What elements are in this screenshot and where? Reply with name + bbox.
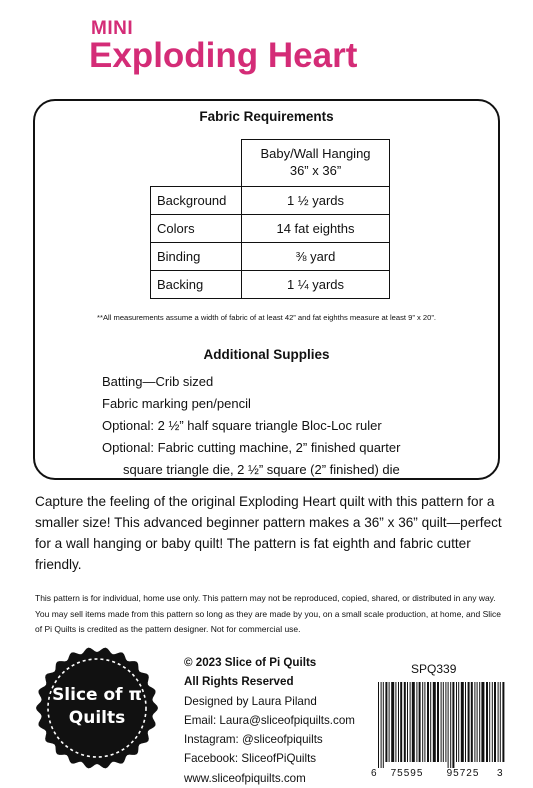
barcode-bar	[400, 682, 402, 762]
barcode-bar	[419, 682, 421, 762]
barcode-bar	[404, 682, 406, 762]
row-value: 1 ¼ yards	[242, 271, 390, 299]
measurement-footnote: **All measurements assume a width of fabric of at least 42” and fat eighths measure at least 9” x 20”.	[97, 313, 436, 322]
barcode-bar	[441, 682, 442, 762]
barcode-digit-first: 6	[371, 768, 377, 779]
barcode-bar	[391, 682, 394, 762]
list-item: Optional: 2 ½” half square triangle Bloc-Loc ruler	[102, 418, 382, 433]
barcode-bar	[489, 682, 490, 762]
list-item: Fabric marking pen/pencil	[102, 396, 251, 411]
barcode-bar	[477, 682, 478, 762]
barcode-bar	[395, 682, 396, 762]
barcode-bar	[389, 682, 390, 762]
barcode-bar	[448, 682, 449, 768]
legal-notice: This pattern is for individual, home use only. This pattern may not be reproduced, copied, shared, or distributed in any way. You may sell items made from this pattern so long as they are made by you, on a small scale production, at home, and Slice of Pi Quilts is credited as the pattern designer. Not for commercial use.	[35, 593, 502, 634]
barcode-bar	[381, 682, 382, 768]
column-header-line2: 36” x 36”	[289, 163, 342, 178]
row-label: Binding	[151, 243, 242, 271]
copyright-line: © 2023 Slice of Pi Quilts	[184, 656, 317, 669]
barcode-bar	[424, 682, 425, 762]
barcode-digits-right: 95725	[446, 768, 480, 779]
barcode-bar	[474, 682, 475, 762]
fabric-requirements-heading: Fabric Requirements	[199, 109, 334, 124]
title-exploding-heart: Exploding Heart	[89, 36, 358, 75]
table-row	[151, 215, 390, 243]
website-line: www.sliceofpiquilts.com	[184, 771, 306, 785]
barcode-bar	[492, 682, 493, 762]
row-value: ⅜ yard	[242, 243, 390, 271]
barcode-bar	[427, 682, 429, 762]
list-item: square triangle die, 2 ½” square (2” finished) die	[123, 462, 400, 477]
row-label: Background	[151, 187, 242, 215]
barcode-digit-last: 3	[497, 768, 503, 779]
list-item: Optional: Fabric cutting machine, 2” finished quarter	[102, 440, 401, 455]
barcode-bar	[437, 682, 439, 762]
email-line: Email: Laura@sliceofpiquilts.com	[184, 713, 355, 727]
row-value: 1 ½ yards	[242, 187, 390, 215]
row-label: Colors	[151, 215, 242, 243]
sku-label: SPQ339	[411, 662, 457, 676]
barcode-bar	[481, 682, 484, 762]
barcode-bar	[443, 682, 444, 762]
barcode-bar	[416, 682, 417, 762]
fabric-table-column-header	[242, 140, 390, 187]
barcode-bar	[445, 682, 446, 762]
barcode-bar	[422, 682, 423, 762]
list-item: Batting—Crib sized	[102, 374, 214, 389]
barcode-bar	[486, 682, 488, 762]
table-row	[151, 187, 390, 215]
credits-block	[184, 653, 355, 788]
barcode	[369, 682, 505, 779]
barcode-bar	[471, 682, 473, 762]
column-header-line1: Baby/Wall Hanging	[260, 146, 371, 162]
barcode-bar	[383, 682, 384, 768]
slice-of-pi-logo	[35, 646, 159, 770]
table-row	[151, 271, 390, 299]
barcode-bar	[502, 682, 504, 762]
rights-line: All Rights Reserved	[184, 675, 294, 689]
barcode-bar	[498, 682, 499, 762]
barcode-bar	[465, 682, 466, 762]
table-row	[151, 243, 390, 271]
barcode-bar	[452, 682, 454, 768]
fabric-table-corner	[151, 140, 242, 187]
barcode-bar	[398, 682, 399, 762]
barcode-bar	[385, 682, 387, 762]
logo-line2: Quilts	[68, 708, 126, 728]
barcode-bar	[412, 682, 415, 762]
barcode-bar	[430, 682, 431, 762]
barcode-bar	[479, 682, 480, 762]
row-value: 14 fat eighths	[242, 215, 390, 243]
fabric-requirements-box	[33, 99, 500, 480]
pattern-description: Capture the feeling of the original Exploding Heart quilt with this pattern for a smaller size! This advanced beginner pattern makes a 36” x 36” quilt—perfect for a wall hanging or baby quilt! The pattern is fat eighth and fabric cutter friendly.	[35, 494, 502, 572]
barcode-bar	[500, 682, 501, 762]
barcode-bar	[378, 682, 379, 768]
row-label: Backing	[151, 271, 242, 299]
additional-supplies-heading: Additional Supplies	[203, 347, 330, 362]
barcode-bar	[458, 682, 459, 762]
barcode-bar	[456, 682, 457, 762]
barcode-bar	[461, 682, 464, 762]
designer-line: Designed by Laura Piland	[184, 694, 317, 708]
barcode-bar	[433, 682, 436, 762]
facebook-line: Facebook: SliceofPiQuilts	[184, 752, 317, 766]
fabric-table	[150, 139, 390, 299]
title-mini: MINI	[91, 18, 134, 39]
barcode-bar	[407, 682, 408, 762]
barcode-bar	[410, 682, 411, 762]
instagram-line: Instagram: @sliceofpiquilts	[184, 733, 323, 747]
barcode-bar	[468, 682, 470, 762]
barcode-digits-left: 75595	[390, 768, 424, 779]
logo-line1: Slice of π	[52, 685, 142, 705]
barcode-bar	[494, 682, 496, 762]
fabric-table-header-row	[151, 140, 390, 187]
barcode-bar	[450, 682, 451, 768]
supplies-list	[102, 371, 400, 481]
